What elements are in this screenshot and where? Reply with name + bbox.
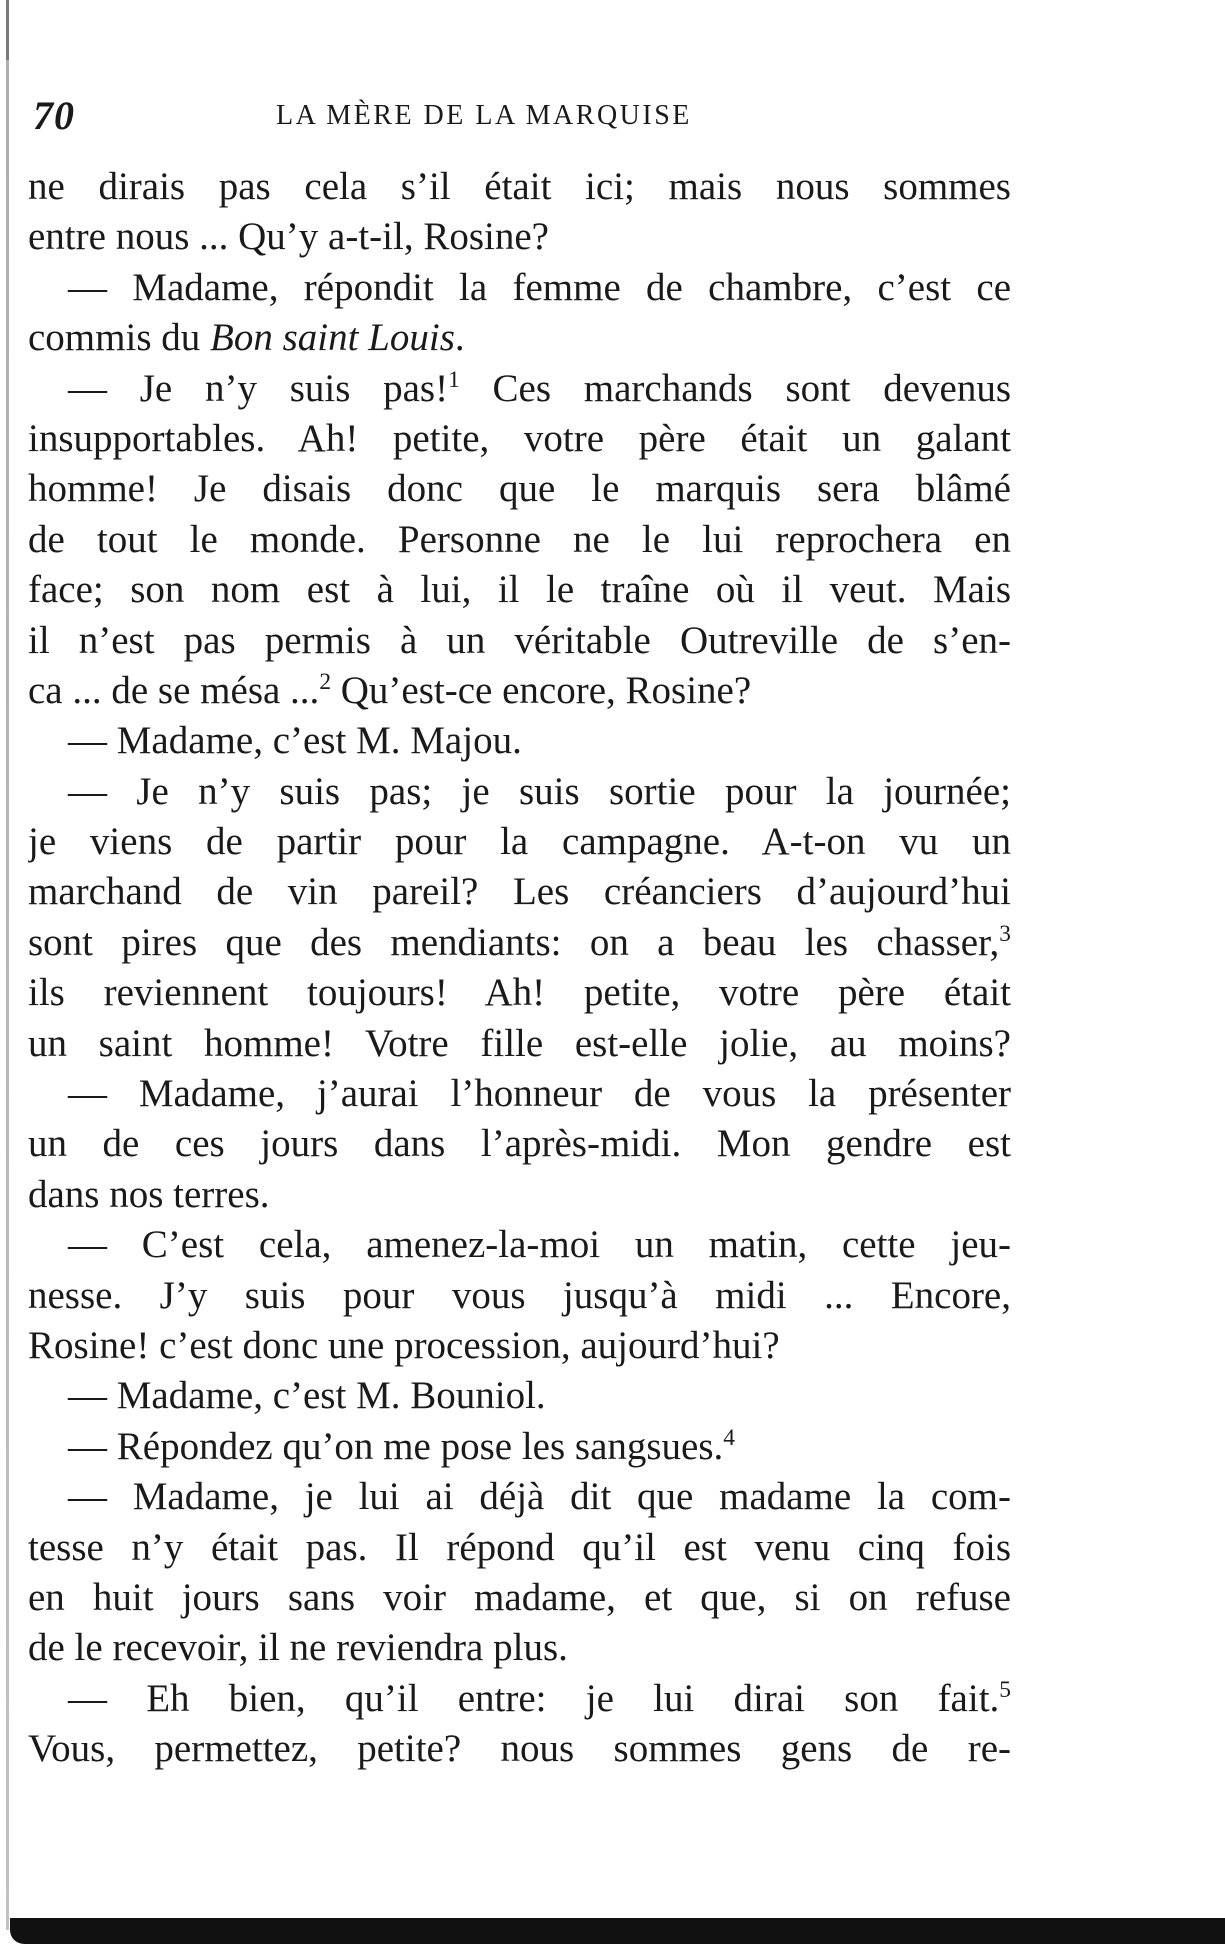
text-line: je viens de partir pour la campagne. A-t-on vu un — [28, 820, 1011, 864]
text-line: marchand de vin pareil? Les créanciers d’aujourd’hui — [28, 870, 1011, 914]
page-bottom-edge — [10, 1918, 1225, 1944]
text-line: de le recevoir, il ne reviendra plus. — [28, 1626, 568, 1670]
text-line: — Madame, c’est M. Majou. — [68, 719, 522, 763]
text-line: Vous, permettez, petite? nous sommes gens de re- — [28, 1727, 1011, 1771]
text-line: — Je n’y suis pas; je suis sortie pour la journée; — [68, 769, 1011, 813]
footnote-marker: 2 — [319, 668, 332, 695]
text-line: tesse n’y était pas. Il répond qu’il est venu cinq fois — [28, 1525, 1011, 1569]
text-line: homme! Je disais donc que le marquis sera blâmé — [28, 467, 1011, 511]
text-line: sont pires que des mendiants: on a beau les chasser,$^3$ — [28, 920, 1011, 964]
footnote-marker: 3 — [999, 920, 1011, 947]
text-line: nesse. J’y suis pour vous jusqu’à midi ... Encore, — [28, 1273, 1011, 1317]
page-gutter-edge — [6, 0, 9, 1930]
italic-title: Bon saint Louis — [210, 316, 455, 360]
text-line: il n’est pas permis à un véritable Outreville de s’en- — [28, 618, 1011, 662]
text-line: — Je n’y suis pas!$^1$ Ces marchands sont devenus — [68, 366, 1011, 410]
text-line: insupportables. Ah! petite, votre père était un galant — [28, 416, 1011, 460]
text-line: — Madame, c’est M. Bouniol. — [68, 1374, 546, 1418]
text-line: — Eh bien, qu’il entre: je lui dirai son fait.$^5$ — [68, 1676, 1011, 1720]
footnote-marker: 4 — [723, 1424, 735, 1451]
text-line: dans nos terres. — [28, 1172, 270, 1216]
text-line: un saint homme! Votre fille est-elle jolie, au moins? — [28, 1021, 1011, 1065]
text-line: en huit jours sans voir madame, et que, si on refuse — [28, 1575, 1011, 1619]
body-text — [28, 162, 1011, 1775]
text-line: de tout le monde. Personne ne le lui reprochera en — [28, 517, 1011, 561]
running-title: LA MÈRE DE LA MARQUISE — [276, 100, 692, 131]
page-number: 70 — [33, 93, 75, 138]
text-line: face; son nom est à lui, il le traîne où il veut. Mais — [28, 568, 1011, 612]
text-line: — Madame, je lui ai déjà dit que madame la com- — [68, 1475, 1011, 1519]
text-line: — C’est cela, amenez-la-moi un matin, cette jeu- — [68, 1223, 1011, 1267]
text-line: — Madame, j’aurai l’honneur de vous la présenter — [68, 1072, 1011, 1116]
text-line: Rosine! c’est donc une procession, aujourd’hui? — [28, 1323, 780, 1367]
text-line: ne dirais pas cela s’il était ici; mais nous sommes — [28, 165, 1011, 208]
text-line: ca ... de se mésa ...$^2$ Qu’est-ce encore, Rosine? — [28, 668, 752, 712]
text-line: commis du Bon saint Louis. — [28, 316, 465, 360]
text-line: un de ces jours dans l’après-midi. Mon gendre est — [28, 1122, 1011, 1166]
footnote-marker: 5 — [999, 1676, 1011, 1703]
footnote-marker: 1 — [448, 366, 460, 393]
page-header — [33, 92, 1013, 142]
text-line: — Répondez qu’on me pose les sangsues.$^4$ — [68, 1424, 735, 1468]
text-line: entre nous ... Qu’y a-t-il, Rosine? — [28, 215, 549, 259]
text-line: — Madame, répondit la femme de chambre, c’est ce — [68, 265, 1011, 309]
text-line: ils reviennent toujours! Ah! petite, votre père était — [28, 971, 1011, 1015]
